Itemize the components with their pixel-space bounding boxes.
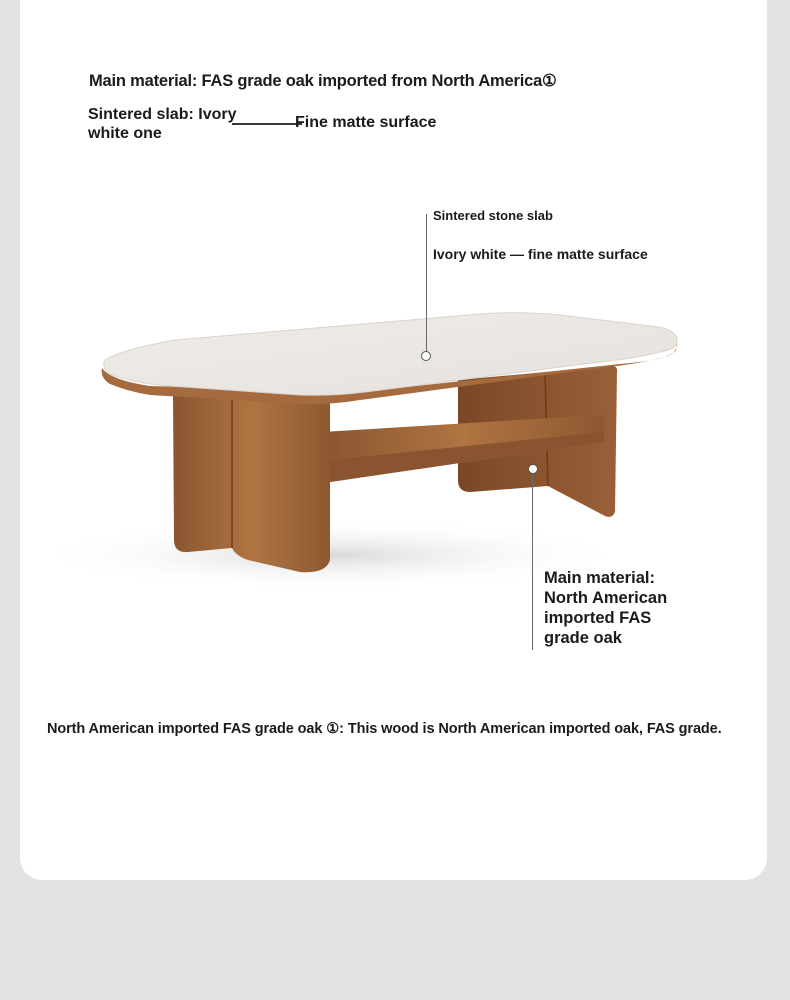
callout-line-top: [426, 214, 427, 351]
main-material-callout: Main material: North American imported FAS grade oak: [544, 569, 668, 647]
sintered-stone-callout-detail: Ivory white — fine matte surface: [433, 246, 648, 262]
matte-surface-label: Fine matte surface: [295, 114, 437, 131]
callout-dot-bottom: [528, 464, 538, 474]
callout-line-bottom: [532, 474, 533, 650]
callout-dot-top: [421, 351, 431, 361]
sintered-slab-label: Sintered slab: Ivory white one: [88, 106, 237, 142]
sintered-stone-callout-title: Sintered stone slab: [433, 208, 553, 223]
main-material-headline: Main material: FAS grade oak imported from North America①: [89, 72, 557, 90]
front-leg: [173, 394, 330, 572]
footnote: North American imported FAS grade oak ①: This wood is North American imported oak, FAS grade.: [47, 721, 722, 737]
